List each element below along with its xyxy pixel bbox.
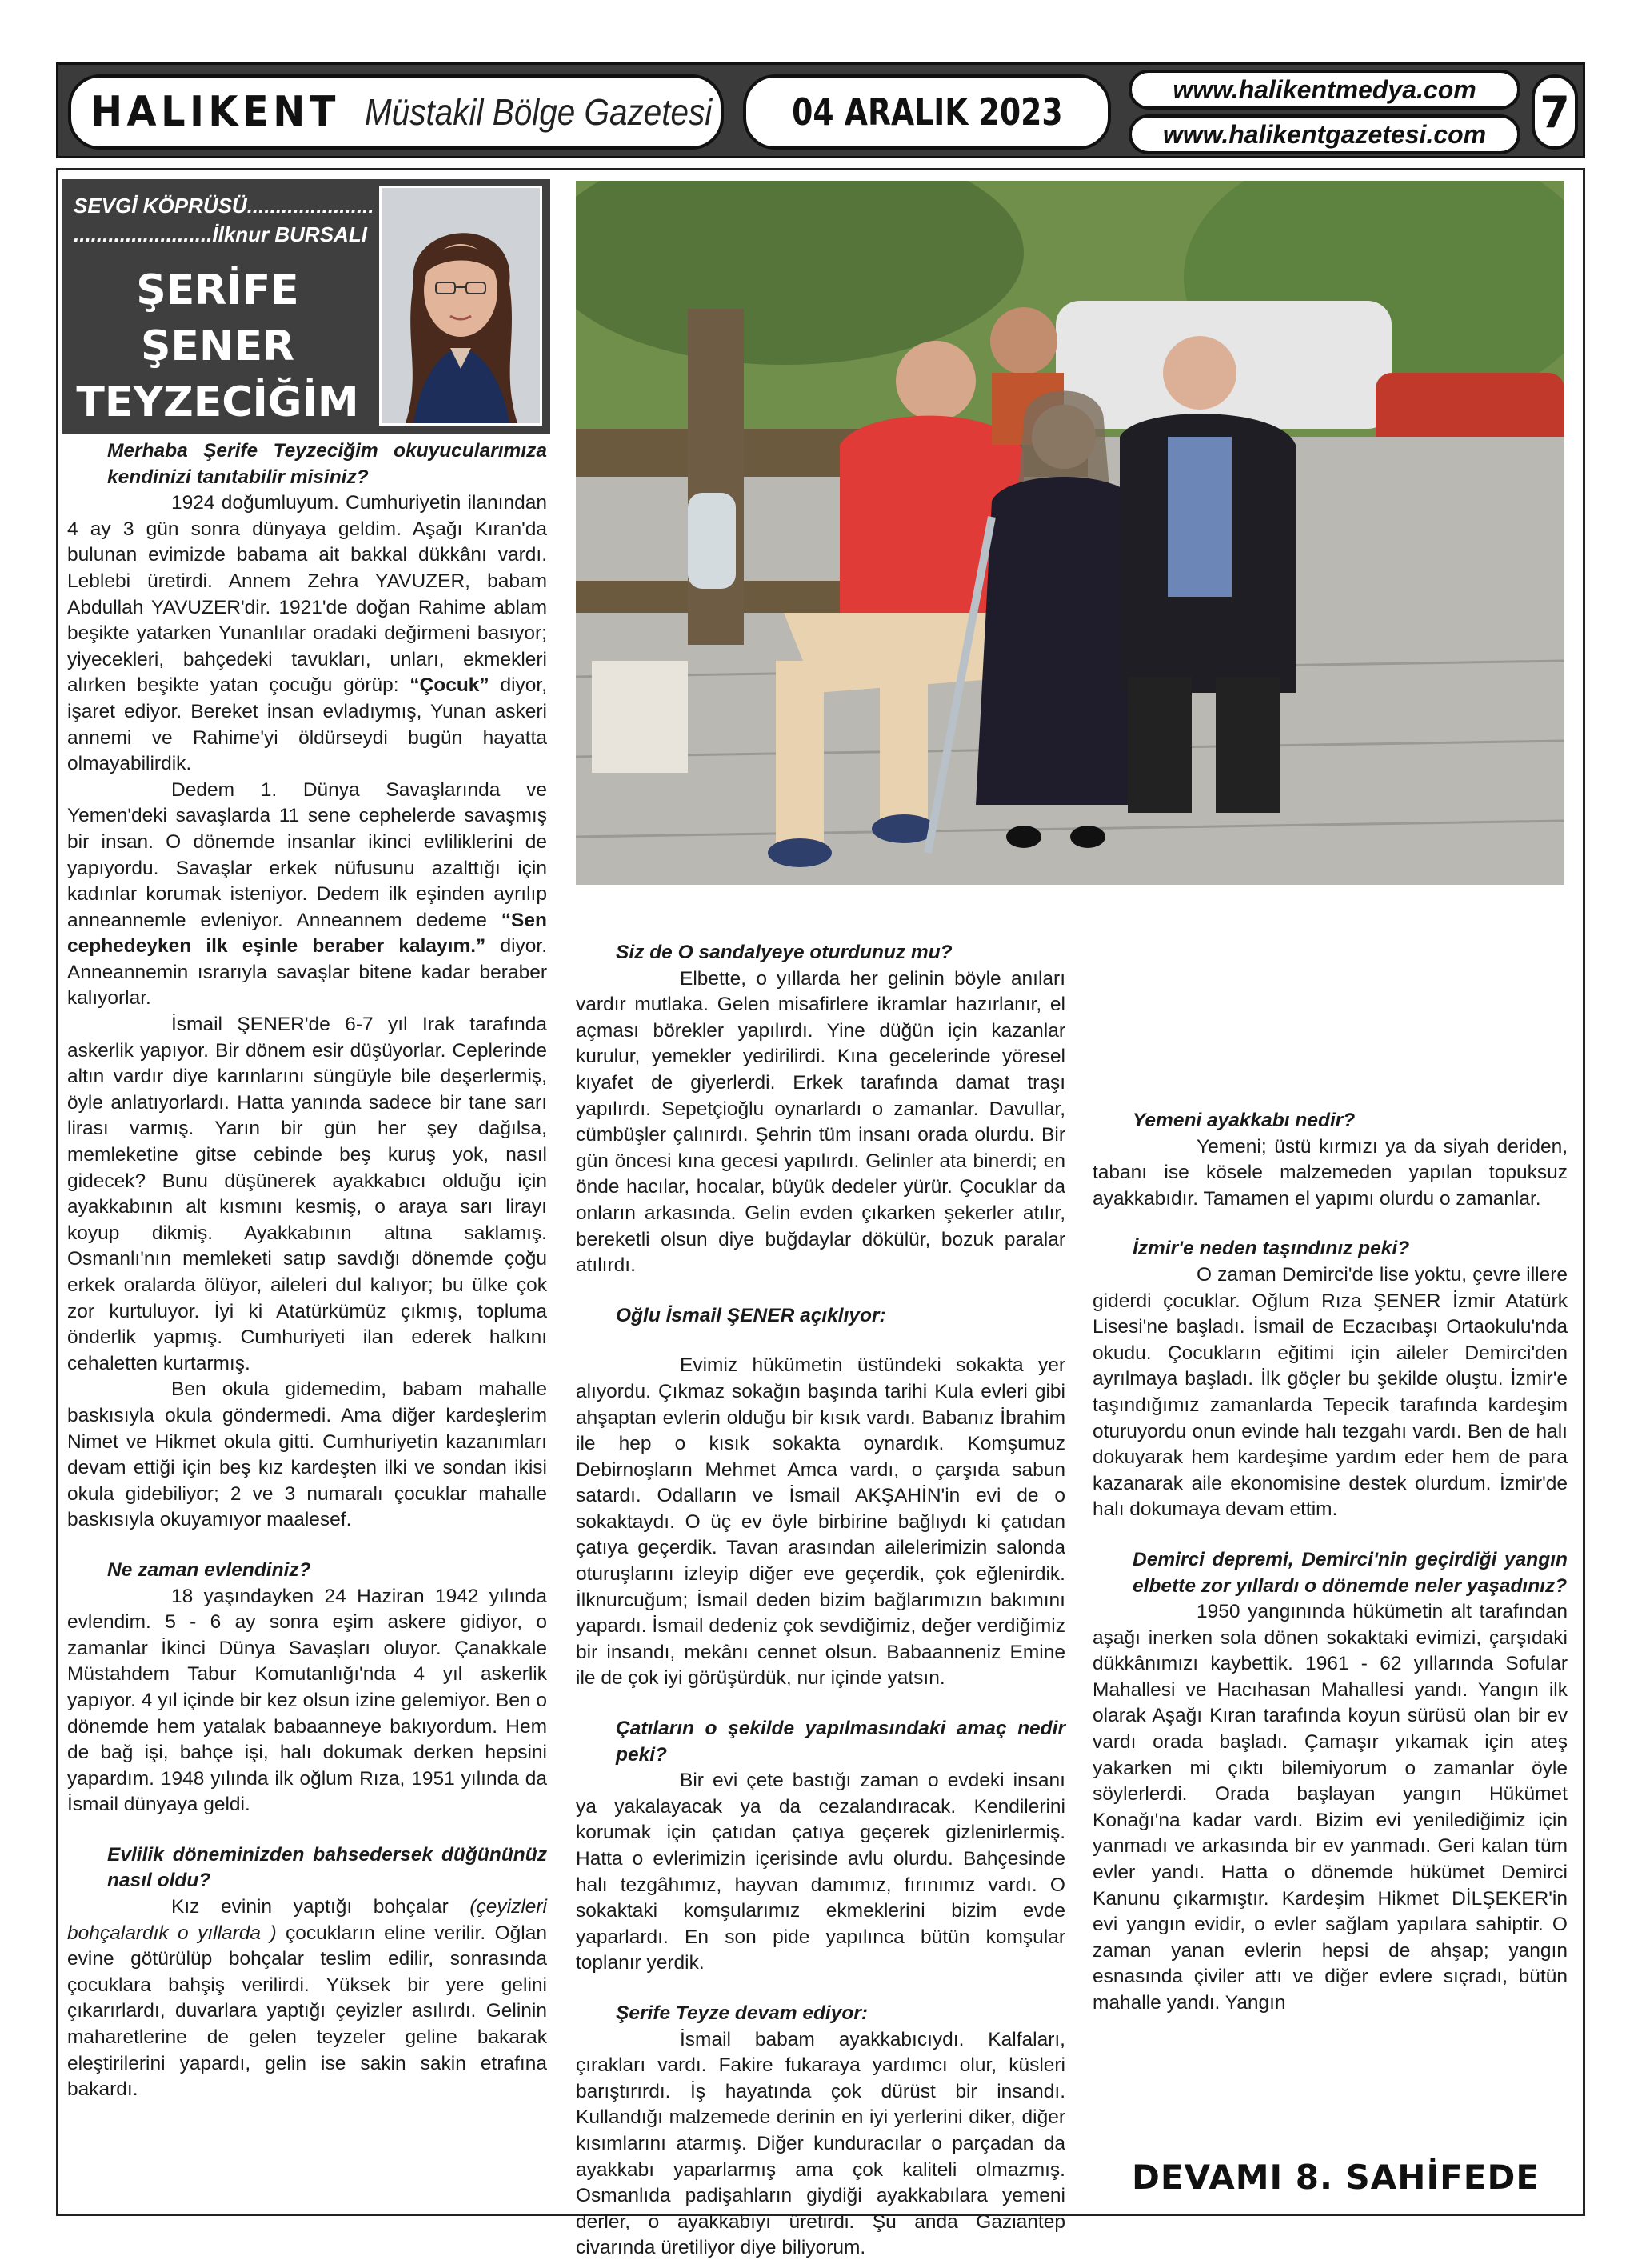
- spacer: [1093, 1523, 1568, 1547]
- answer-paragraph: [67, 778, 547, 1012]
- page-number-pill: [1532, 74, 1578, 150]
- spacer: [67, 1534, 547, 1558]
- question-fire: Demirci depremi, Demirci'nin geçirdiği yangın elbette zor yıllardı o dönemde neler yaşadınız?: [1133, 1548, 1568, 1597]
- article-column-3-text: [1093, 892, 1568, 2017]
- author-portrait: [379, 186, 542, 426]
- column-author: ........................İlknur BURSALI: [74, 222, 367, 246]
- answer-paragraph: 1950 yangınında hükümetin alt tarafından aşağı inerken sola dönen sokaktaki evimizi, çarşıdaki dükkânımızı kaybettik. 1961 - 62 yıllarında Sofular Mahallesi ve Hacıhasan Mahallesi yandı. Yangın ilk olarak Aşağı Kıran tarafında koyun sürüsü olan bir ev vardı orada başladı. Çamaşır yıkamak için ateş yakarken mi çıktı bilemiyorum o zamanlar öyle söylerlerdi. Orada başlayan yangın Hükümet Konağı'na kadar vardı. Bizim evi yenilediğimiz için yanmadı ve arkasında bir ev yanmadı. Geri kalan tüm evler yandı. Hatta o dönemde hükümet Demirci Kanunu çıkarmıştır. Kardeşim Hikmet DİLŞEKER'in evi yangın evidir, o evler sağlam yapılara sahiptir. O zaman yanan evlerin hepsi de ahşap; yangın esnasında çiviler attı ve diğer evlere sıçradı, bütün mahalle yandı. Yangın: [1093, 1601, 1568, 2014]
- website-link-1[interactable]: www.halikentmedya.com: [1173, 74, 1476, 104]
- answer-paragraph: Bir evi çete bastığı zaman o evdeki insanı ya yakalayacak ya da cezalandıracak. Kendilerini korumak için çatıdan çatıya geçerek gizlenirlermiş. Hatta o evlerimizin içerisinde avlu olurdu. Bahçesinde halı tezgâhımız, hayvan damımız, fırınımız vardı. O sokaktaki komşularımız ekmeklerini bizim evde yaparlardı. En son pide yapılınca bütün komşular toplanır yerdik.: [576, 1770, 1065, 1974]
- answer-paragraph: Ben okula gidemedim, babam mahalle baskısıyla okula göndermedi. Ama diğer kardeşlerim Nimet ve Hikmet okula gitti. Cumhuriyetin kazanımları devam ettiği için beş kız kardeşten ilki ve sondan ikisi okula gidebiliyor; 2 ve 3 numaralı çocuklar mahalle baskısıyla okuyamıyor maalesef.: [67, 1378, 547, 1531]
- subheading-son: Oğlu İsmail ŞENER açıklıyor:: [616, 1304, 886, 1326]
- answer-text: çocukların eline verilir. Oğlan evine götürülüp bohçalar teslim edilir, sonrasında çocuklara bahşiş verilirdi. Yüksek bir yere gelini çıkarırlardı, duvarlara yaptığı çeyizler asılırdı. Gelinin maharetlerine de gelen teyzeler geline bakarak eleştirilerini yapardı, gelin ise sakin sakin etrafına bakardı.: [67, 1922, 547, 2101]
- question-intro: Merhaba Şerife Teyzeciğim okuyucularımıza kendinizi tanıtabilir misiniz?: [107, 440, 547, 488]
- spacer: [576, 1329, 1065, 1353]
- article-title-box: [62, 179, 550, 434]
- answer-paragraph: İsmail ŞENER'de 6-7 yıl Irak tarafında askerlik yapıyor. Bir dönem esir düşüyorlar. Ceplerinde altın vardır diye karınlarını süngüyle bile deşerlermiş, öyle anlatıyorlardı. Hatta yanında sadece bir tane sarı lirası varmış. Yarın bir gün her şey dağılsa, memleketine gitse cebinde beş kuruş yok, nasıl gidecek? Bunu düşünerek ayakkabıcı olduğu için ayakkabının alt kısmını kesmiş, o araya sarı lirayı koyup dikmiş. Ayakkabının altına saklamış. Osmanlı'nın memleketi satıp savdığı dönemde çoğu erkek oralarda ölüyor, aileleri dul kalıyor; bu ülke çok zor kurtuluyor. İyi ki Atatürkümüz çıkmış, topluma önderlik yapmış. Cumhuriyeti ilan ederek halkını cehaletten kurtarmış.: [67, 1014, 547, 1374]
- answer-text: 1924 doğumluyum. Cumhuriyetin ilanından 4 ay 3 gün sonra dünyaya geldim. Aşağı Kıran'da bulunan evimizde babama ait bakkal dükkânı vardı. Leblebi üretirdi. Annem Zehra YAVUZER, babam Abdullah YAVUZER'dir. 1921'de doğan Rahime ablam beşikte yatarken Yunanlılar oradaki değirmeni basıyor; yiyecekleri, bahçedeki tavukları, unları, ekmekleri alırken beşikte yatan çocuğu görüp:: [67, 492, 547, 697]
- answer-paragraph: Evimiz hükümetin üstündeki sokakta yer alıyordu. Çıkmaz sokağın başında tarihi Kula evleri gibi ahşaptan evlerin olduğu bir kısık vardı. Babanız İbrahim ile hep o kısık sokakta oynardık. Komşumuz Debirnoşların Mehmet Amca vardı, o çarşıda sabun satardı. Odalların ve İsmail AKŞAHİN'in evi de o sokaktaydı. O üç ev öyle birbirine bağlıydı ki çatıdan çatıya geçerdik. Tavan arasından ailelerimizin salonda oturuşlarını izleyip diğer eve geçerdik, çok eğlenirdik. İlknurcuğum; İsmail deden bizim bağlarımızın bakımını yapardı. İsmail dedeniz çok sevdiğimiz, değer verdiğimiz bir insandı, mekânı cennet olsun. Babaanneniz Emine ile de çok iyi görüşürdük, nur içinde yatsın.: [576, 1354, 1065, 1690]
- spacer: [576, 1692, 1065, 1716]
- answer-paragraph: 18 yaşındayken 24 Haziran 1942 yılında evlendim. 5 - 6 ay sonra eşim askere gidiyor, o zamanlar İkinci Dünya Savaşları oluyor. Çanakkale Müstahdem Tabur Komutanlığı'nda 4 yıl askerlik yapıyor. 4 yıl içinde bir kez olsun izine gelemiyor. Ben o dönemde hem yatalak babaanneye bakıyordum. Hem de bağ işi, bahçe işi, halı dokumak derken hepsini yapardım. 1948 yılında ilk oğlum Rıza, 1951 yılında da İsmail dünyaya geldi.: [67, 1585, 547, 1816]
- question-chair: Siz de O sandalyeye oturdunuz mu?: [616, 942, 953, 963]
- question-roofs: Çatıların o şekilde yapılmasındaki amaç nedir peki?: [616, 1718, 1065, 1766]
- answer-text: Kız evinin yaptığı bohçalar: [171, 1896, 449, 1918]
- website-pill-2: [1129, 114, 1520, 154]
- quote-text: “Çocuk”: [410, 674, 489, 697]
- question-izmir: İzmir'e neden taşındınız peki?: [1133, 1238, 1410, 1260]
- article-column-1: [67, 438, 547, 2103]
- aside-text: (çeyizleri bohçalardık o yıllarda ): [67, 1896, 547, 1944]
- answer-text: Dedem 1. Dünya Savaşlarında ve Yemen'deki savaşlarda 11 sene cephelerde savaşmış bir insan. O dönemde insanlar ikinci evliliklerini de yapıyordu. Savaşlar erkek nüfusunu azalttığı için kadınlar korumak isteniyor. Dedem ilk eşinden ayrılıp anneannemle evleniyor. Anneannem dedeme: [67, 778, 547, 931]
- issue-date: 04 ARALIK 2023: [791, 90, 1063, 134]
- question-marriage: Ne zaman evlendiniz?: [107, 1558, 311, 1581]
- spacer: [576, 1279, 1065, 1303]
- website-link-2[interactable]: www.halikentgazetesi.com: [1162, 119, 1487, 149]
- page-number: 7: [1540, 86, 1570, 138]
- headline-line-2: ŞENER: [140, 322, 295, 370]
- website-pill-1: [1129, 70, 1520, 110]
- answer-paragraph: Yemeni; üstü kırmızı ya da siyah deriden, tabanı ise kösele malzemeden yapılan topuksuz ayakkabıdır. Tamamen el yapımı olurdu o zamanlar.: [1093, 1135, 1568, 1210]
- spacer: [67, 1818, 547, 1842]
- headline-line-3: TEYZECİĞİM: [76, 378, 359, 426]
- continued-on-page-8: DEVAMI 8. SAHİFEDE: [1131, 2158, 1540, 2197]
- answer-text: diyor, işaret ediyor. Bereket insan evladıymış, Yunan askeri annemi ve Rahime'yi öldürseydi bugün hayatta olmayabilirdik.: [67, 674, 547, 775]
- masthead: [56, 62, 1585, 158]
- answer-paragraph: [67, 490, 547, 778]
- answer-paragraph: İsmail babam ayakkabıcıydı. Kalfaları, çırakları vardı. Fakire fukaraya yardımcı olur, küsleri barıştırırdı. İş hayatında çok dürüst bir insandı. Kullandığı malzemede derinin en iyi yerlerini diker, diğer kısımlarını atarmış. Diğer kunduracılar o parçadan da ayakkabı yaparlarmış ama çok kaliteli olmazmış. Osmanlıda padişahların giydiği ayakkabılara yemeni derler, o ayakkabıyı üretirdi. Şu anda Gaziantep civarında üretiliyor diye biliyorum.: [576, 2028, 1065, 2259]
- spacer: [576, 916, 1065, 940]
- article-column-2: [576, 916, 1065, 2262]
- spacer: [576, 1977, 1065, 2001]
- column-name: SEVGİ KÖPRÜSÜ......................: [74, 194, 374, 218]
- quote-text: “Sen cephedeyken ilk eşinle beraber kalayım.”: [67, 909, 547, 958]
- headline-line-1: ŞERİFE: [136, 266, 299, 314]
- main-photo: [576, 181, 1564, 885]
- answer-paragraph: Elbette, o yıllarda her gelinin böyle anıları vardır mutlaka. Gelen misafirlere ikramlar hazırlanır, el açması börekler yapılırdı. Yine düğün için kazanlar kurulur, yemekler yedirilirdi. Kına gecelerinde yöresel kıyafet de giyerlerdi. Erkek tarafında damat traşı yapılırdı. Sepetçioğlu oynarlardı o zamanlar. Davullar, cümbüşler çalınırdı. Şehrin tüm insanı orada olurdu. Bir gün öncesi kına gecesi yapılırdı. Gelinler ata binerdi; en önde hacılar, hocalar, büyük dedeler yürür. Çocuklar da onların arkasında. Gelin evden çıkarken şekerler atılır, bereketli olsun diye buğdaylar dökülür, bozuk paralar atılırdı.: [576, 967, 1065, 1277]
- newspaper-name: HALIKENT: [90, 88, 340, 136]
- question-wedding: Evlilik döneminizden bahsedersek düğününüz nasıl oldu?: [107, 1843, 547, 1892]
- headline: [62, 262, 373, 430]
- answer-paragraph: O zaman Demirci'de lise yoktu, çevre illere giderdi çocuklar. Oğlum Rıza ŞENER İzmir Atatürk Lisesi'ne başladı. İsmail de Eczacıbaşı Ortaokulu'nda okudu. Çocukların eğitimi için aileler Demirci'den ayrılmaya başladı. İlk göçler bu şekilde oluştu. İzmir'e taşındığımız zamanlarda Tepecik tarafında kardeşim oturuyordu onun evinde halı tezgahı vardı. Ben de halı dokuyarak hem kardeşime yardım eder hem de para kazanarak aile ekonomisine destek olurdum. İzmir'de halı dokumaya devam ettim.: [1093, 1263, 1568, 1521]
- brand-pill: [68, 74, 724, 150]
- spacer: [1093, 1212, 1568, 1236]
- date-pill: [743, 74, 1111, 150]
- author-portrait-illustration: [382, 188, 540, 423]
- newspaper-tagline: Müstakil Bölge Gazetesi: [365, 91, 713, 133]
- answer-paragraph: [67, 1894, 547, 2103]
- answer-text: diyor. Anneannemin ısrarıyla savaşlar bitene kadar beraber kalıyorlar.: [67, 935, 547, 1010]
- main-photo-illustration: [576, 181, 1564, 885]
- subheading-serife: Şerife Teyze devam ediyor:: [616, 2002, 869, 2024]
- question-yemeni: Yemeni ayakkabı nedir?: [1133, 1110, 1356, 1131]
